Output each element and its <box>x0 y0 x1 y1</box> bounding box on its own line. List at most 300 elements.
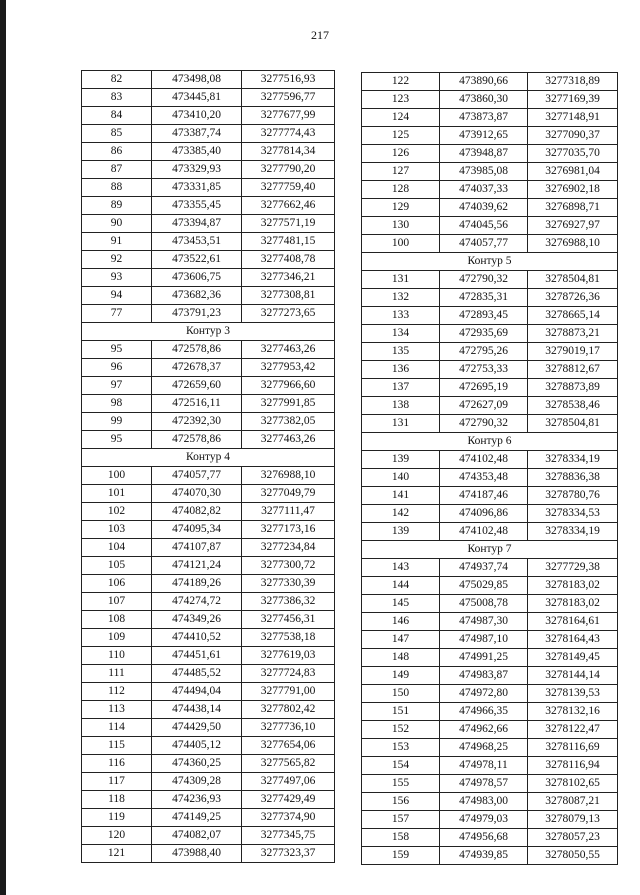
x-coordinate: 473387,74 <box>152 125 242 143</box>
table-row <box>82 359 335 377</box>
x-coordinate: 473385,40 <box>152 143 242 161</box>
table-row <box>82 233 335 251</box>
point-number: 125 <box>362 127 440 145</box>
point-number: 150 <box>362 685 440 703</box>
x-coordinate: 474070,30 <box>152 485 242 503</box>
x-coordinate: 474983,87 <box>440 667 528 685</box>
point-number: 108 <box>82 611 152 629</box>
table-row <box>82 539 335 557</box>
point-number: 156 <box>362 793 440 811</box>
table-row <box>82 827 335 845</box>
y-coordinate: 3276898,71 <box>528 199 618 217</box>
table-row <box>362 811 618 829</box>
x-coordinate: 473329,93 <box>152 161 242 179</box>
y-coordinate: 3277429,49 <box>242 791 335 809</box>
x-coordinate: 473860,30 <box>440 91 528 109</box>
x-coordinate: 472790,32 <box>440 415 528 433</box>
table-row <box>362 343 618 361</box>
point-number: 141 <box>362 487 440 505</box>
x-coordinate: 474107,87 <box>152 539 242 557</box>
y-coordinate: 3278504,81 <box>528 415 618 433</box>
y-coordinate: 3278836,38 <box>528 469 618 487</box>
y-coordinate: 3277736,10 <box>242 719 335 737</box>
x-coordinate: 472627,09 <box>440 397 528 415</box>
x-coordinate: 474968,25 <box>440 739 528 757</box>
table-row <box>362 109 618 127</box>
table-row <box>82 629 335 647</box>
x-coordinate: 473606,75 <box>152 269 242 287</box>
x-coordinate: 472392,30 <box>152 413 242 431</box>
y-coordinate: 3278057,23 <box>528 829 618 847</box>
table-row <box>82 593 335 611</box>
y-coordinate: 3277456,31 <box>242 611 335 629</box>
x-coordinate: 474405,12 <box>152 737 242 755</box>
y-coordinate: 3277386,32 <box>242 593 335 611</box>
point-number: 89 <box>82 197 152 215</box>
point-number: 82 <box>82 71 152 89</box>
point-number: 113 <box>82 701 152 719</box>
point-number: 115 <box>82 737 152 755</box>
section-header-row <box>82 449 335 467</box>
table-row <box>82 467 335 485</box>
point-number: 137 <box>362 379 440 397</box>
point-number: 105 <box>82 557 152 575</box>
point-number: 100 <box>362 235 440 253</box>
point-number: 126 <box>362 145 440 163</box>
x-coordinate: 474045,56 <box>440 217 528 235</box>
x-coordinate: 475029,85 <box>440 577 528 595</box>
y-coordinate: 3277790,20 <box>242 161 335 179</box>
point-number: 119 <box>82 809 152 827</box>
x-coordinate: 473791,23 <box>152 305 242 323</box>
point-number: 87 <box>82 161 152 179</box>
y-coordinate: 3277323,37 <box>242 845 335 863</box>
y-coordinate: 3278079,13 <box>528 811 618 829</box>
table-row <box>362 307 618 325</box>
point-number: 131 <box>362 271 440 289</box>
point-number: 114 <box>82 719 152 737</box>
point-number: 148 <box>362 649 440 667</box>
point-number: 147 <box>362 631 440 649</box>
contour-header: Контур 3 <box>82 323 335 341</box>
table-row <box>362 397 618 415</box>
x-coordinate: 474121,24 <box>152 557 242 575</box>
point-number: 90 <box>82 215 152 233</box>
x-coordinate: 474991,25 <box>440 649 528 667</box>
point-number: 154 <box>362 757 440 775</box>
point-number: 106 <box>82 575 152 593</box>
y-coordinate: 3277538,18 <box>242 629 335 647</box>
y-coordinate: 3278873,89 <box>528 379 618 397</box>
table-row <box>362 199 618 217</box>
y-coordinate: 3277382,05 <box>242 413 335 431</box>
table-row <box>82 773 335 791</box>
section-header-row <box>82 323 335 341</box>
y-coordinate: 3276988,10 <box>528 235 618 253</box>
table-row <box>362 775 618 793</box>
table-row <box>362 667 618 685</box>
y-coordinate: 3277516,93 <box>242 71 335 89</box>
point-number: 116 <box>82 755 152 773</box>
table-row <box>82 413 335 431</box>
point-number: 103 <box>82 521 152 539</box>
x-coordinate: 473912,65 <box>440 127 528 145</box>
table-row <box>362 145 618 163</box>
point-number: 95 <box>82 431 152 449</box>
point-number: 96 <box>82 359 152 377</box>
point-number: 138 <box>362 397 440 415</box>
x-coordinate: 474039,62 <box>440 199 528 217</box>
point-number: 107 <box>82 593 152 611</box>
point-number: 139 <box>362 451 440 469</box>
point-number: 124 <box>362 109 440 127</box>
y-coordinate: 3276902,18 <box>528 181 618 199</box>
point-number: 77 <box>82 305 152 323</box>
section-header-row <box>362 541 618 559</box>
y-coordinate: 3278334,19 <box>528 523 618 541</box>
table-row <box>82 179 335 197</box>
x-coordinate: 474987,30 <box>440 613 528 631</box>
point-number: 140 <box>362 469 440 487</box>
table-row <box>82 71 335 89</box>
point-number: 131 <box>362 415 440 433</box>
y-coordinate: 3277234,84 <box>242 539 335 557</box>
table-row <box>362 289 618 307</box>
y-coordinate: 3277463,26 <box>242 341 335 359</box>
x-coordinate: 472790,32 <box>440 271 528 289</box>
y-coordinate: 3278164,61 <box>528 613 618 631</box>
table-row <box>362 721 618 739</box>
x-coordinate: 474972,80 <box>440 685 528 703</box>
point-number: 145 <box>362 595 440 613</box>
table-row <box>82 719 335 737</box>
table-row <box>82 809 335 827</box>
x-coordinate: 474236,93 <box>152 791 242 809</box>
point-number: 104 <box>82 539 152 557</box>
y-coordinate: 3277662,46 <box>242 197 335 215</box>
y-coordinate: 3277173,16 <box>242 521 335 539</box>
table-row <box>362 181 618 199</box>
coordinates-table-left <box>81 70 335 863</box>
table-row <box>82 287 335 305</box>
y-coordinate: 3277991,85 <box>242 395 335 413</box>
x-coordinate: 474057,77 <box>152 467 242 485</box>
table-row <box>362 127 618 145</box>
point-number: 158 <box>362 829 440 847</box>
x-coordinate: 475008,78 <box>440 595 528 613</box>
x-coordinate: 473498,08 <box>152 71 242 89</box>
y-coordinate: 3277953,42 <box>242 359 335 377</box>
point-number: 135 <box>362 343 440 361</box>
table-row <box>82 215 335 233</box>
y-coordinate: 3277654,06 <box>242 737 335 755</box>
point-number: 99 <box>82 413 152 431</box>
x-coordinate: 472516,11 <box>152 395 242 413</box>
x-coordinate: 474057,77 <box>440 235 528 253</box>
x-coordinate: 474987,10 <box>440 631 528 649</box>
x-coordinate: 472835,31 <box>440 289 528 307</box>
x-coordinate: 473331,85 <box>152 179 242 197</box>
x-coordinate: 473682,36 <box>152 287 242 305</box>
y-coordinate: 3277791,00 <box>242 683 335 701</box>
scan-edge <box>0 0 6 895</box>
y-coordinate: 3277300,72 <box>242 557 335 575</box>
y-coordinate: 3277802,42 <box>242 701 335 719</box>
y-coordinate: 3278812,67 <box>528 361 618 379</box>
point-number: 133 <box>362 307 440 325</box>
x-coordinate: 472678,37 <box>152 359 242 377</box>
y-coordinate: 3277374,90 <box>242 809 335 827</box>
coordinates-table-right <box>361 72 618 865</box>
x-coordinate: 474274,72 <box>152 593 242 611</box>
y-coordinate: 3278144,14 <box>528 667 618 685</box>
x-coordinate: 472578,86 <box>152 341 242 359</box>
table-row <box>82 647 335 665</box>
table-row <box>82 341 335 359</box>
y-coordinate: 3278504,81 <box>528 271 618 289</box>
table-row <box>82 575 335 593</box>
x-coordinate: 474939,85 <box>440 847 528 865</box>
y-coordinate: 3276981,04 <box>528 163 618 181</box>
table-row <box>82 611 335 629</box>
x-coordinate: 474309,28 <box>152 773 242 791</box>
x-coordinate: 473890,66 <box>440 73 528 91</box>
y-coordinate: 3277463,26 <box>242 431 335 449</box>
point-number: 102 <box>82 503 152 521</box>
y-coordinate: 3277111,47 <box>242 503 335 521</box>
point-number: 134 <box>362 325 440 343</box>
y-coordinate: 3276988,10 <box>242 467 335 485</box>
point-number: 157 <box>362 811 440 829</box>
y-coordinate: 3278164,43 <box>528 631 618 649</box>
contour-header: Контур 4 <box>82 449 335 467</box>
point-number: 100 <box>82 467 152 485</box>
y-coordinate: 3277408,78 <box>242 251 335 269</box>
y-coordinate: 3277318,89 <box>528 73 618 91</box>
point-number: 151 <box>362 703 440 721</box>
x-coordinate: 474095,34 <box>152 521 242 539</box>
y-coordinate: 3277596,77 <box>242 89 335 107</box>
point-number: 143 <box>362 559 440 577</box>
x-coordinate: 474102,48 <box>440 451 528 469</box>
y-coordinate: 3277814,34 <box>242 143 335 161</box>
point-number: 123 <box>362 91 440 109</box>
table-row <box>362 523 618 541</box>
table-row <box>82 683 335 701</box>
point-number: 152 <box>362 721 440 739</box>
x-coordinate: 473445,81 <box>152 89 242 107</box>
x-coordinate: 474360,25 <box>152 755 242 773</box>
point-number: 153 <box>362 739 440 757</box>
x-coordinate: 472753,33 <box>440 361 528 379</box>
y-coordinate: 3277774,43 <box>242 125 335 143</box>
table-row <box>82 89 335 107</box>
x-coordinate: 474149,25 <box>152 809 242 827</box>
point-number: 110 <box>82 647 152 665</box>
point-number: 129 <box>362 199 440 217</box>
point-number: 128 <box>362 181 440 199</box>
y-coordinate: 3278116,69 <box>528 739 618 757</box>
y-coordinate: 3277330,39 <box>242 575 335 593</box>
y-coordinate: 3277308,81 <box>242 287 335 305</box>
table-row <box>82 251 335 269</box>
point-number: 83 <box>82 89 152 107</box>
y-coordinate: 3277035,70 <box>528 145 618 163</box>
point-number: 94 <box>82 287 152 305</box>
point-number: 155 <box>362 775 440 793</box>
point-number: 130 <box>362 217 440 235</box>
section-header-row <box>362 433 618 451</box>
y-coordinate: 3277090,37 <box>528 127 618 145</box>
table-row <box>362 163 618 181</box>
contour-header: Контур 7 <box>362 541 618 559</box>
y-coordinate: 3277724,83 <box>242 665 335 683</box>
y-coordinate: 3278183,02 <box>528 577 618 595</box>
table-row <box>82 395 335 413</box>
x-coordinate: 472893,45 <box>440 307 528 325</box>
table-row <box>362 613 618 631</box>
x-coordinate: 474966,35 <box>440 703 528 721</box>
table-row <box>362 271 618 289</box>
point-number: 159 <box>362 847 440 865</box>
y-coordinate: 3278726,36 <box>528 289 618 307</box>
y-coordinate: 3278116,94 <box>528 757 618 775</box>
x-coordinate: 472578,86 <box>152 431 242 449</box>
y-coordinate: 3278102,65 <box>528 775 618 793</box>
x-coordinate: 472935,69 <box>440 325 528 343</box>
page-number: 217 <box>311 28 329 42</box>
point-number: 142 <box>362 505 440 523</box>
table-row <box>82 125 335 143</box>
table-row <box>362 235 618 253</box>
point-number: 95 <box>82 341 152 359</box>
table-row <box>362 415 618 433</box>
y-coordinate: 3279019,17 <box>528 343 618 361</box>
table-row <box>362 847 618 865</box>
table-row <box>82 521 335 539</box>
y-coordinate: 3277966,60 <box>242 377 335 395</box>
table-row <box>362 361 618 379</box>
table-row <box>362 217 618 235</box>
table-row <box>362 487 618 505</box>
y-coordinate: 3277481,15 <box>242 233 335 251</box>
table-row <box>362 739 618 757</box>
table-row <box>82 377 335 395</box>
table-row <box>82 737 335 755</box>
y-coordinate: 3277677,99 <box>242 107 335 125</box>
table-row <box>362 685 618 703</box>
y-coordinate: 3277346,21 <box>242 269 335 287</box>
x-coordinate: 474451,61 <box>152 647 242 665</box>
y-coordinate: 3277565,82 <box>242 755 335 773</box>
point-number: 98 <box>82 395 152 413</box>
table-row <box>362 829 618 847</box>
x-coordinate: 474096,86 <box>440 505 528 523</box>
contour-header: Контур 5 <box>362 253 618 271</box>
x-coordinate: 474962,66 <box>440 721 528 739</box>
y-coordinate: 3277571,19 <box>242 215 335 233</box>
point-number: 92 <box>82 251 152 269</box>
point-number: 93 <box>82 269 152 287</box>
table-row <box>82 665 335 683</box>
point-number: 91 <box>82 233 152 251</box>
x-coordinate: 473948,87 <box>440 145 528 163</box>
point-number: 101 <box>82 485 152 503</box>
point-number: 144 <box>362 577 440 595</box>
x-coordinate: 474187,46 <box>440 487 528 505</box>
table-row <box>362 379 618 397</box>
table-row <box>362 793 618 811</box>
table-row <box>362 757 618 775</box>
point-number: 84 <box>82 107 152 125</box>
x-coordinate: 472795,26 <box>440 343 528 361</box>
table-row <box>82 143 335 161</box>
point-number: 86 <box>82 143 152 161</box>
y-coordinate: 3277169,39 <box>528 91 618 109</box>
table-row <box>82 791 335 809</box>
table-row <box>82 485 335 503</box>
y-coordinate: 3278087,21 <box>528 793 618 811</box>
y-coordinate: 3277497,06 <box>242 773 335 791</box>
point-number: 146 <box>362 613 440 631</box>
table-row <box>362 631 618 649</box>
x-coordinate: 474978,57 <box>440 775 528 793</box>
y-coordinate: 3277273,65 <box>242 305 335 323</box>
y-coordinate: 3278132,16 <box>528 703 618 721</box>
y-coordinate: 3277049,79 <box>242 485 335 503</box>
x-coordinate: 474410,52 <box>152 629 242 647</box>
x-coordinate: 474494,04 <box>152 683 242 701</box>
x-coordinate: 474937,74 <box>440 559 528 577</box>
table-row <box>362 649 618 667</box>
x-coordinate: 474438,14 <box>152 701 242 719</box>
y-coordinate: 3278665,14 <box>528 307 618 325</box>
point-number: 120 <box>82 827 152 845</box>
table-row <box>362 91 618 109</box>
table-row <box>82 197 335 215</box>
table-row <box>82 557 335 575</box>
x-coordinate: 472695,19 <box>440 379 528 397</box>
point-number: 85 <box>82 125 152 143</box>
x-coordinate: 473355,45 <box>152 197 242 215</box>
x-coordinate: 473394,87 <box>152 215 242 233</box>
point-number: 118 <box>82 791 152 809</box>
table-row <box>82 845 335 863</box>
point-number: 121 <box>82 845 152 863</box>
table-row <box>362 505 618 523</box>
point-number: 149 <box>362 667 440 685</box>
x-coordinate: 474429,50 <box>152 719 242 737</box>
y-coordinate: 3278334,19 <box>528 451 618 469</box>
y-coordinate: 3278873,21 <box>528 325 618 343</box>
table-row <box>362 451 618 469</box>
x-coordinate: 473873,87 <box>440 109 528 127</box>
table-row <box>82 107 335 125</box>
y-coordinate: 3277619,03 <box>242 647 335 665</box>
x-coordinate: 474485,52 <box>152 665 242 683</box>
y-coordinate: 3277759,40 <box>242 179 335 197</box>
x-coordinate: 474353,48 <box>440 469 528 487</box>
point-number: 117 <box>82 773 152 791</box>
point-number: 109 <box>82 629 152 647</box>
x-coordinate: 474956,68 <box>440 829 528 847</box>
table-row <box>82 161 335 179</box>
table-row <box>82 755 335 773</box>
x-coordinate: 473988,40 <box>152 845 242 863</box>
section-header-row <box>362 253 618 271</box>
point-number: 139 <box>362 523 440 541</box>
table-row <box>362 73 618 91</box>
